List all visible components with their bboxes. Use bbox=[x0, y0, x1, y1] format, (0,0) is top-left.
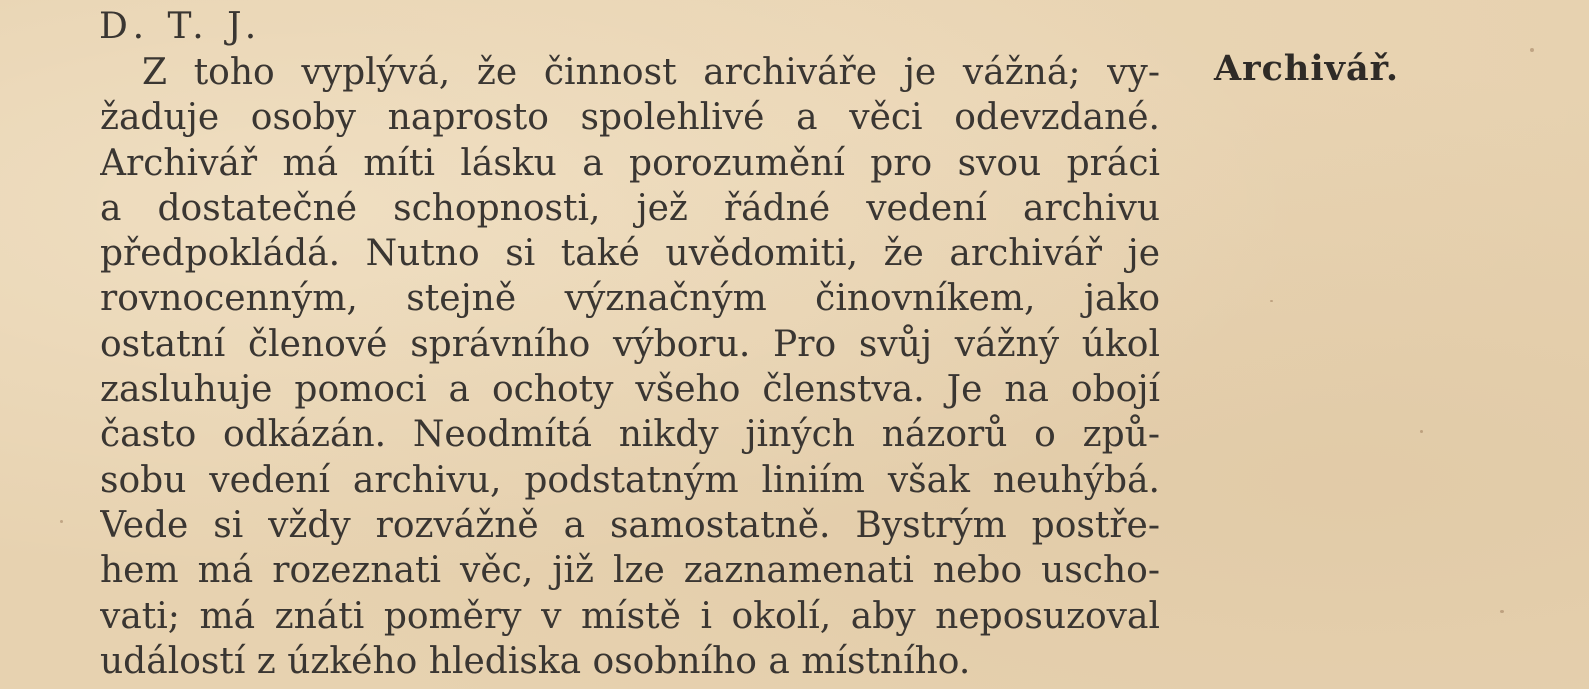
paragraph-line: sobu vedení archivu, podstatným liniím však neuhýbá. bbox=[100, 459, 1160, 501]
paper-speck bbox=[1420, 430, 1423, 433]
paper-speck bbox=[1530, 48, 1534, 52]
paragraph-line: ostatní členové správního výboru. Pro svůj vážný úkol bbox=[100, 323, 1160, 365]
paragraph-line: vati; má znáti poměry v místě i okolí, aby neposuzoval bbox=[100, 595, 1160, 637]
paragraph-line: Z toho vyplývá, že činnost archiváře je vážná; vy- bbox=[142, 52, 1160, 93]
author-signature: D. T. J. bbox=[99, 6, 263, 47]
paper-speck bbox=[60, 520, 63, 523]
paragraph-line: rovnocenným, stejně význačným činovníkem, jako bbox=[100, 278, 1160, 320]
paper-speck bbox=[1500, 610, 1504, 613]
paragraph-line: hem má rozeznati věc, již lze zaznamenati nebo uscho- bbox=[100, 550, 1160, 592]
paragraph-archivist-duties bbox=[100, 50, 1160, 684]
paragraph-line: Archivář má míti lásku a porozumění pro svou práci bbox=[100, 142, 1160, 184]
paragraph-line: událostí z úzkého hlediska osobního a místního. bbox=[100, 640, 971, 682]
paragraph-line: zasluhuje pomoci a ochoty všeho členstva. Je na obojí bbox=[100, 369, 1160, 411]
paragraph-line: často odkázán. Neodmítá nikdy jiných názorů o způ- bbox=[100, 414, 1160, 456]
paragraph-line: žaduje osoby naprosto spolehlivé a věci odevzdané. bbox=[100, 97, 1160, 139]
paragraph-line: předpokládá. Nutno si také uvědomiti, že archivář je bbox=[100, 233, 1160, 275]
paper-speck bbox=[1270, 300, 1273, 302]
paragraph-line: Vede si vždy rozvážně a samostatně. Bystrým postře- bbox=[100, 504, 1160, 546]
margin-heading-archivar: Archivář. bbox=[1214, 48, 1400, 89]
paragraph-line: a dostatečné schopnosti, jež řádné vedení archivu bbox=[100, 187, 1160, 229]
